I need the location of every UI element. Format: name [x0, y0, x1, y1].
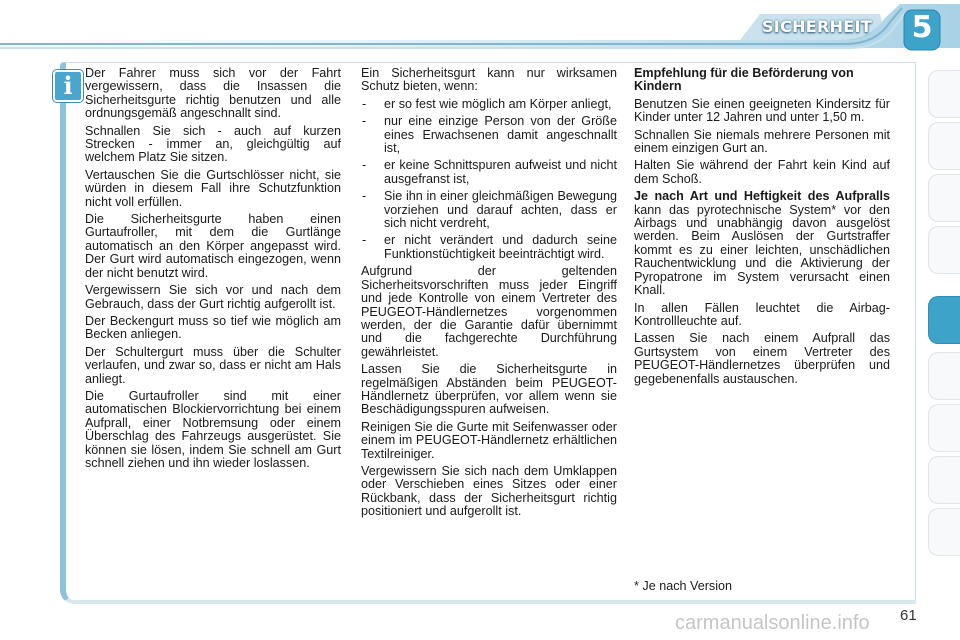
side-tab-6[interactable]	[928, 352, 960, 400]
col2-paragraph: Reinigen Sie die Gurte mit Seifenwasser oder einem im PEUGEOT-Händlernetz erhältlichen Textilreiniger.	[361, 419, 617, 461]
side-tab-7[interactable]	[928, 404, 960, 452]
section-heading: Empfehlung für die Beförderung von Kindern	[634, 66, 854, 94]
col3-paragraph-pyrotechnic: Je nach Art und Heftigkeit des Aufpralls kann das pyrotechnische System* vor den Airbags und unabhängig davon ausgelöst werden. Beim Auslösen der Gurtstraffer kommt es zu einer leichten, unschädlichen Rauchentwicklung und die Aktivierung der Pyropatrone im System verursacht einen Knall.	[634, 189, 890, 298]
col3-paragraph: Lassen Sie nach einem Aufprall das Gurtsystem von einem Vertreter des PEUGEOT-Händlernetzes überprüfen und gegebenenfalls austauschen.	[634, 331, 890, 386]
col1-paragraph: Vertauschen Sie die Gurtschlösser nicht, sie würden in diesem Fall ihre Schutzfunktion nicht voll erfüllen.	[85, 167, 341, 209]
dash-marker: -	[362, 233, 367, 248]
page-number: 61	[900, 607, 917, 624]
side-tab-1[interactable]	[928, 70, 960, 118]
chapter-title: SICHERHEIT	[761, 17, 872, 36]
col2-intro: Ein Sicherheitsgurt kann nur wirksamen Schutz bieten, wenn:	[361, 66, 617, 94]
col1-paragraph: Schnallen Sie sich - auch auf kurzen Strecken - immer an, gleichgültig auf welchem Platz Sie sitzen.	[85, 123, 341, 165]
col2-paragraph: Aufgrund der geltenden Sicherheitsvorschriften muss jeder Eingriff und jede Kontrolle von einem Vertreter des PEUGEOT-Händlernetzes vorgenommen werden, der die Garantie dafür übernimmt und die fachgerechte Durchführung gewährleistet.	[361, 264, 617, 359]
side-tab-3[interactable]	[928, 174, 960, 222]
column-1	[85, 67, 341, 474]
chapter-number-badge: 5	[911, 10, 933, 45]
condition-list	[361, 98, 617, 261]
col2-paragraph: Vergewissern Sie sich nach dem Umklappen oder Verschieben eines Sitzes oder einer Rückbank, dass der Sicherheitsgurt richtig positioniert und aufgerollt ist.	[361, 463, 617, 519]
list-item: - er keine Schnittspuren aufweist und nicht ausgefranst ist,	[362, 158, 617, 186]
col1-paragraph: Der Schultergurt muss über die Schulter verlaufen, und zwar so, dass er nicht am Hals anliegt.	[85, 344, 341, 386]
col3-paragraph: Halten Sie während der Fahrt kein Kind auf dem Schoß.	[634, 158, 890, 186]
list-item: - Sie ihn in einer gleichmäßigen Bewegung vorziehen und darauf achten, dass er sich nicht verdreht,	[362, 189, 617, 231]
column-3	[634, 67, 890, 390]
list-item: - nur eine einzige Person von der Größe eines Erwachsenen damit angeschnallt ist,	[362, 114, 617, 156]
col3-paragraph: Benutzen Sie einen geeigneten Kindersitz für Kinder unter 12 Jahren und unter 1,50 m.	[634, 96, 890, 125]
col1-paragraph: Der Beckengurt muss so tief wie möglich am Becken anliegen.	[85, 313, 341, 342]
info-icon: i	[53, 70, 83, 102]
side-tab-9[interactable]	[928, 508, 960, 556]
col1-paragraph: Die Gurtaufroller sind mit einer automatischen Blockiervorrichtung bei einem Aufprall, einer Notbremsung oder einem Überschlag des Fahrzeugs ausgerüstet. Sie können sie lösen, indem Sie schnell am Gurt schnell ziehen und ihn wieder loslassen.	[85, 388, 341, 470]
footnote: * Je nach Version	[634, 579, 733, 593]
list-item: - er so fest wie möglich am Körper anliegt,	[362, 96, 612, 111]
side-tab-4[interactable]	[928, 226, 960, 274]
dash-marker: -	[362, 189, 367, 204]
side-tab-8[interactable]	[928, 456, 960, 504]
bold-lead: Je nach Art und Heftigkeit des Aufpralls	[634, 189, 890, 204]
watermark: carmanualsonline.info	[675, 612, 870, 634]
dash-marker: -	[362, 158, 367, 173]
side-tab-5-active[interactable]	[928, 296, 960, 344]
col1-paragraph: Vergewissern Sie sich vor und nach dem Gebrauch, dass der Gurt richtig aufgerollt ist.	[85, 283, 341, 311]
col1-paragraph: Die Sicherheitsgurte haben einen Gurtaufroller, mit dem die Gurtlänge automatisch an den Körper angepasst wird. Der Gurt wird automatisch eingezogen, wenn der nicht benutzt wird.	[85, 212, 341, 280]
col3-paragraph: In allen Fällen leuchtet die Airbag-Kontrollleuchte auf.	[634, 300, 890, 328]
column-2	[361, 67, 617, 523]
dash-marker: -	[362, 96, 367, 111]
dash-marker: -	[362, 114, 367, 129]
col2-paragraph: Lassen Sie die Sicherheitsgurte in regelmäßigen Abständen beim PEUGEOT-Händlernetz überprüfen, vor allem wenn sie Beschädigungsspuren aufweisen.	[361, 362, 617, 417]
side-tab-2[interactable]	[928, 122, 960, 170]
col1-paragraph: Der Fahrer muss sich vor der Fahrt vergewissern, dass die Insassen die Sicherheitsgurte richtig benutzen und alle ordnungsgemäß angeschnallt sind.	[85, 66, 341, 121]
list-item: - er nicht verändert und dadurch seine Funktionstüchtigkeit beeinträchtigt wird.	[362, 233, 617, 261]
col3-paragraph: Schnallen Sie niemals mehrere Personen mit einem einzigen Gurt an.	[634, 127, 890, 156]
